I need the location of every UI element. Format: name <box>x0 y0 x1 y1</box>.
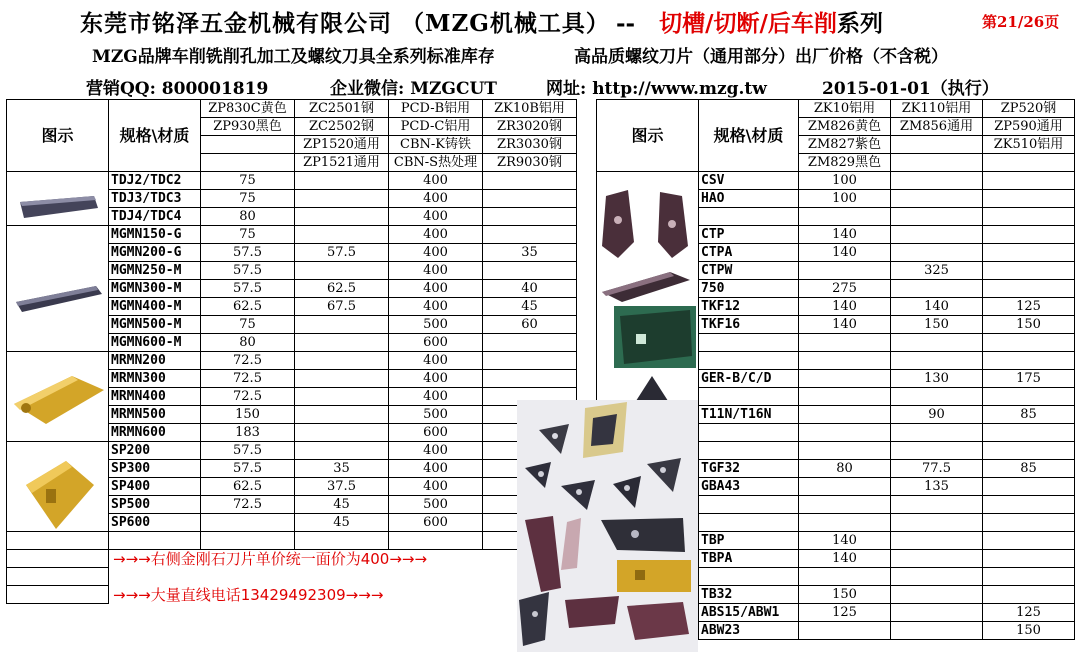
left-spec-cell: MGMN200-G <box>109 244 201 262</box>
left-spec-cell: MGMN250-M <box>109 262 201 280</box>
left-grade-cell <box>201 154 295 172</box>
right-price-cell: 90 <box>891 406 983 424</box>
left-spec-cell: SP200 <box>109 442 201 460</box>
left-price-cell <box>295 334 389 352</box>
right-spec-cell <box>699 334 799 352</box>
right-price-cell <box>891 352 983 370</box>
left-grade-cell: ZR3020钢 <box>483 118 577 136</box>
left-price-cell: 400 <box>389 370 483 388</box>
contact-bar <box>0 72 1081 100</box>
left-price-cell: 400 <box>389 388 483 406</box>
right-price-cell <box>983 208 1075 226</box>
left-col-image-header: 图示 <box>7 100 109 172</box>
left-spec-cell: MGMN500-M <box>109 316 201 334</box>
left-price-cell: 400 <box>389 280 483 298</box>
left-spec-cell: TDJ2/TDC2 <box>109 172 201 190</box>
left-price-cell: 75 <box>201 316 295 334</box>
right-price-cell: 150 <box>891 316 983 334</box>
right-price-cell <box>891 586 983 604</box>
title-dash: -- <box>616 10 636 37</box>
right-price-cell <box>891 226 983 244</box>
left-price-cell: 62.5 <box>201 298 295 316</box>
qq-contact: 营销QQ: 800001819 <box>86 79 269 99</box>
right-price-cell <box>891 532 983 550</box>
right-spec-cell <box>699 208 799 226</box>
right-price-cell <box>891 208 983 226</box>
right-price-cell <box>799 370 891 388</box>
left-price-cell <box>483 226 577 244</box>
left-price-cell: 400 <box>389 352 483 370</box>
right-price-cell <box>891 424 983 442</box>
subtitle-bar <box>0 40 1081 68</box>
left-price-cell: 35 <box>483 244 577 262</box>
left-grade-cell: ZP1521通用 <box>295 154 389 172</box>
right-grade-cell: ZK10铝用 <box>799 100 891 118</box>
left-price-cell: 500 <box>389 406 483 424</box>
left-price-cell <box>483 262 577 280</box>
right-price-cell: 85 <box>983 406 1075 424</box>
right-price-cell <box>983 496 1075 514</box>
right-price-cell: 85 <box>983 460 1075 478</box>
right-price-cell <box>983 442 1075 460</box>
right-price-cell <box>983 586 1075 604</box>
right-price-cell <box>891 172 983 190</box>
right-grade-cell: ZP520钢 <box>983 100 1075 118</box>
left-grade-cell: ZR3030钢 <box>483 136 577 154</box>
series-title <box>616 5 883 38</box>
left-spec-cell: TDJ4/TDC4 <box>109 208 201 226</box>
right-spec-cell: GER-B/C/D <box>699 370 799 388</box>
left-price-cell: 72.5 <box>201 370 295 388</box>
left-price-cell <box>295 388 389 406</box>
series-suffix: 系列 <box>836 10 883 37</box>
left-price-cell <box>295 406 389 424</box>
right-price-cell: 150 <box>983 622 1075 640</box>
right-price-cell <box>983 478 1075 496</box>
left-price-cell: 400 <box>389 442 483 460</box>
right-price-cell <box>983 388 1075 406</box>
right-price-cell <box>891 604 983 622</box>
left-grade-cell: CBN-S热处理 <box>389 154 483 172</box>
right-spec-cell <box>699 442 799 460</box>
left-spec-cell: SP300 <box>109 460 201 478</box>
right-spec-cell: TKF16 <box>699 316 799 334</box>
right-grade-cell: ZM829黑色 <box>799 154 891 172</box>
right-price-cell <box>891 244 983 262</box>
ctp-insert-image <box>600 268 692 304</box>
right-price-cell <box>891 334 983 352</box>
left-grade-cell: PCD-C铝用 <box>389 118 483 136</box>
right-price-cell <box>891 388 983 406</box>
right-grade-cell <box>983 154 1075 172</box>
left-price-cell: 57.5 <box>201 262 295 280</box>
left-price-cell: 400 <box>389 262 483 280</box>
right-spec-cell: 750 <box>699 280 799 298</box>
left-price-row <box>7 226 577 244</box>
subtitle-right: 高品质螺纹刀片（通用部分）出厂价格（不含税） <box>574 47 948 67</box>
left-price-cell: 45 <box>295 496 389 514</box>
left-price-cell: 600 <box>389 334 483 352</box>
left-spec-cell: SP500 <box>109 496 201 514</box>
right-spec-cell: TGF32 <box>699 460 799 478</box>
left-grade-cell: ZP930黑色 <box>201 118 295 136</box>
right-price-cell <box>799 514 891 532</box>
right-spec-cell: HAO <box>699 190 799 208</box>
right-price-cell: 275 <box>799 280 891 298</box>
left-price-cell: 80 <box>201 208 295 226</box>
left-price-cell: 183 <box>201 424 295 442</box>
left-price-cell <box>295 208 389 226</box>
company-title: 东莞市铭泽五金机械有限公司 （MZG机械工具） <box>80 10 610 37</box>
right-price-cell <box>799 352 891 370</box>
left-price-cell: 40 <box>483 280 577 298</box>
left-grade-cell: PCD-B铝用 <box>389 100 483 118</box>
right-grade-cell <box>891 136 983 154</box>
right-price-cell <box>799 262 891 280</box>
left-price-cell: 57.5 <box>201 244 295 262</box>
left-price-cell: 45 <box>295 514 389 532</box>
right-price-cell <box>983 424 1075 442</box>
hotline-note: →→→大量直线电话13429492309→→→ <box>113 585 384 604</box>
left-price-cell: 600 <box>389 424 483 442</box>
right-col-image-header: 图示 <box>597 100 699 172</box>
right-price-cell <box>891 514 983 532</box>
right-price-cell: 80 <box>799 460 891 478</box>
left-spec-cell: MGMN150-G <box>109 226 201 244</box>
right-grade-cell: ZP590通用 <box>983 118 1075 136</box>
right-grade-cell: ZM856通用 <box>891 118 983 136</box>
left-grade-cell: CBN-K铸铁 <box>389 136 483 154</box>
left-grade-cell: ZR9030钢 <box>483 154 577 172</box>
right-price-cell <box>799 424 891 442</box>
left-price-cell: 400 <box>389 226 483 244</box>
right-grade-cell <box>891 154 983 172</box>
left-price-cell: 600 <box>389 514 483 532</box>
right-price-cell <box>983 352 1075 370</box>
right-price-cell: 140 <box>799 298 891 316</box>
right-price-cell <box>799 442 891 460</box>
right-price-cell <box>891 190 983 208</box>
left-price-cell <box>295 190 389 208</box>
left-grade-cell: ZK10B铝用 <box>483 100 577 118</box>
left-price-cell <box>295 352 389 370</box>
left-price-cell: 400 <box>389 478 483 496</box>
right-price-cell: 325 <box>891 262 983 280</box>
left-price-cell <box>295 424 389 442</box>
left-price-cell: 400 <box>389 460 483 478</box>
left-note-row <box>7 586 577 604</box>
right-price-cell: 140 <box>891 298 983 316</box>
left-spec-cell: SP600 <box>109 514 201 532</box>
left-grade-cell: ZP1520通用 <box>295 136 389 154</box>
right-spec-cell: TB32 <box>699 586 799 604</box>
left-price-row <box>7 172 577 190</box>
page-number: 第21/26页 <box>982 13 1060 31</box>
left-spec-cell: SP400 <box>109 478 201 496</box>
left-price-cell <box>483 190 577 208</box>
right-spec-cell: CTPW <box>699 262 799 280</box>
left-price-cell: 400 <box>389 244 483 262</box>
right-spec-cell: TBPA <box>699 550 799 568</box>
right-price-cell: 125 <box>799 604 891 622</box>
right-grade-cell: ZM826黄色 <box>799 118 891 136</box>
right-price-cell <box>983 532 1075 550</box>
right-price-cell <box>799 208 891 226</box>
right-price-cell <box>799 622 891 640</box>
left-spec-cell: MRMN200 <box>109 352 201 370</box>
right-price-cell: 100 <box>799 172 891 190</box>
left-price-cell <box>295 262 389 280</box>
right-spec-cell <box>699 496 799 514</box>
left-grade-cell: ZP830C黄色 <box>201 100 295 118</box>
right-spec-cell <box>699 352 799 370</box>
left-price-cell: 400 <box>389 172 483 190</box>
left-grade-cell: ZC2502钢 <box>295 118 389 136</box>
left-price-cell: 57.5 <box>295 244 389 262</box>
mrmn-insert-image <box>12 368 104 428</box>
left-price-cell: 37.5 <box>295 478 389 496</box>
left-spec-cell: MRMN400 <box>109 388 201 406</box>
left-grade-cell: ZC2501钢 <box>295 100 389 118</box>
subtitle-left: MZG品牌车削铣削孔加工及螺纹刀具全系列标准库存 <box>92 47 495 67</box>
left-price-cell: 400 <box>389 298 483 316</box>
right-grade-cell: ZK110铝用 <box>891 100 983 118</box>
right-price-cell: 140 <box>799 550 891 568</box>
left-price-cell: 60 <box>483 316 577 334</box>
right-price-cell <box>891 280 983 298</box>
right-price-cell: 140 <box>799 244 891 262</box>
left-price-cell <box>295 370 389 388</box>
diamond-insert-collage <box>517 400 698 652</box>
left-price-cell: 57.5 <box>201 460 295 478</box>
left-price-cell <box>483 208 577 226</box>
left-spec-cell: TDJ3/TDC3 <box>109 190 201 208</box>
series-name: 切槽/切断/后车削 <box>659 10 837 37</box>
right-spec-cell: T11N/T16N <box>699 406 799 424</box>
left-spec-cell: MRMN600 <box>109 424 201 442</box>
left-price-cell: 72.5 <box>201 388 295 406</box>
right-price-cell <box>891 550 983 568</box>
left-price-cell <box>483 370 577 388</box>
tkf-holder-image <box>614 306 696 368</box>
right-price-cell: 135 <box>891 478 983 496</box>
right-price-cell <box>799 388 891 406</box>
diamond-price-note: →→→右侧金刚石刀片单价统一面价为400→→→ <box>113 549 428 568</box>
left-price-cell: 35 <box>295 460 389 478</box>
right-grade-cell: ZK510铝用 <box>983 136 1075 154</box>
right-price-cell: 77.5 <box>891 460 983 478</box>
left-price-cell: 400 <box>389 190 483 208</box>
right-price-cell <box>891 568 983 586</box>
right-spec-cell <box>699 424 799 442</box>
right-price-cell: 140 <box>799 226 891 244</box>
right-price-cell: 140 <box>799 316 891 334</box>
tdj-insert-image <box>14 190 102 224</box>
right-price-cell <box>799 478 891 496</box>
right-spec-cell: GBA43 <box>699 478 799 496</box>
left-price-cell: 57.5 <box>201 280 295 298</box>
website-link[interactable]: 网址: http://www.mzg.tw <box>546 79 767 99</box>
left-price-cell: 500 <box>389 316 483 334</box>
left-spec-cell: MGMN400-M <box>109 298 201 316</box>
left-price-cell: 45 <box>483 298 577 316</box>
title-bar <box>0 2 1081 38</box>
left-price-cell: 62.5 <box>201 478 295 496</box>
left-price-cell <box>295 226 389 244</box>
left-price-cell: 67.5 <box>295 298 389 316</box>
right-price-cell <box>983 550 1075 568</box>
right-price-cell <box>983 514 1075 532</box>
right-price-cell <box>983 568 1075 586</box>
right-price-cell <box>799 406 891 424</box>
right-price-cell: 175 <box>983 370 1075 388</box>
right-grade-row <box>597 100 1075 118</box>
left-spec-cell: MRMN500 <box>109 406 201 424</box>
left-price-cell <box>201 514 295 532</box>
right-spec-cell: ABW23 <box>699 622 799 640</box>
right-price-cell <box>799 496 891 514</box>
right-spec-cell: CTP <box>699 226 799 244</box>
left-spec-cell: MGMN300-M <box>109 280 201 298</box>
right-price-cell <box>891 442 983 460</box>
left-spec-cell: MRMN300 <box>109 370 201 388</box>
right-spec-cell: CSV <box>699 172 799 190</box>
mgmn-insert-image <box>12 276 104 316</box>
left-blank-row <box>7 568 577 586</box>
left-price-cell <box>295 172 389 190</box>
left-grade-cell <box>201 136 295 154</box>
right-price-cell: 150 <box>799 586 891 604</box>
right-price-cell <box>983 172 1075 190</box>
left-price-cell: 400 <box>389 208 483 226</box>
left-price-cell: 150 <box>201 406 295 424</box>
right-spec-cell: CTPA <box>699 244 799 262</box>
left-price-cell: 75 <box>201 226 295 244</box>
left-spec-cell: MGMN600-M <box>109 334 201 352</box>
right-price-cell <box>799 568 891 586</box>
effective-date: 2015-01-01（执行） <box>822 79 999 99</box>
wechat-contact: 企业微信: MZGCUT <box>330 79 497 99</box>
csv-hao-insert-image <box>598 186 694 262</box>
right-spec-cell: TKF12 <box>699 298 799 316</box>
left-price-cell <box>483 334 577 352</box>
left-grade-row <box>7 100 577 118</box>
right-grade-cell: ZM827紫色 <box>799 136 891 154</box>
sp-insert-image <box>16 455 100 535</box>
right-price-cell <box>891 622 983 640</box>
right-price-cell: 100 <box>799 190 891 208</box>
right-price-cell <box>983 190 1075 208</box>
left-price-row <box>7 352 577 370</box>
left-price-cell: 72.5 <box>201 496 295 514</box>
right-spec-cell <box>699 388 799 406</box>
right-spec-cell: TBP <box>699 532 799 550</box>
right-spec-cell <box>699 514 799 532</box>
right-price-cell: 125 <box>983 298 1075 316</box>
right-price-cell: 125 <box>983 604 1075 622</box>
right-spec-cell <box>699 568 799 586</box>
right-price-cell <box>983 334 1075 352</box>
left-price-cell: 80 <box>201 334 295 352</box>
left-col-spec-header: 规格\材质 <box>109 100 201 172</box>
left-price-cell: 72.5 <box>201 352 295 370</box>
left-note-row <box>7 550 577 568</box>
right-price-cell <box>983 244 1075 262</box>
left-price-cell <box>483 352 577 370</box>
left-price-cell: 75 <box>201 190 295 208</box>
left-price-cell: 500 <box>389 496 483 514</box>
right-price-cell <box>799 334 891 352</box>
left-price-cell <box>295 442 389 460</box>
left-price-cell: 57.5 <box>201 442 295 460</box>
right-price-cell <box>983 226 1075 244</box>
right-price-cell: 140 <box>799 532 891 550</box>
right-spec-cell: ABS15/ABW1 <box>699 604 799 622</box>
right-price-cell: 150 <box>983 316 1075 334</box>
left-price-cell <box>295 316 389 334</box>
left-price-cell: 75 <box>201 172 295 190</box>
right-price-cell <box>983 280 1075 298</box>
left-price-cell <box>483 172 577 190</box>
right-price-cell <box>983 262 1075 280</box>
left-price-cell: 62.5 <box>295 280 389 298</box>
right-price-cell <box>891 496 983 514</box>
right-col-spec-header: 规格\材质 <box>699 100 799 172</box>
right-price-cell: 130 <box>891 370 983 388</box>
